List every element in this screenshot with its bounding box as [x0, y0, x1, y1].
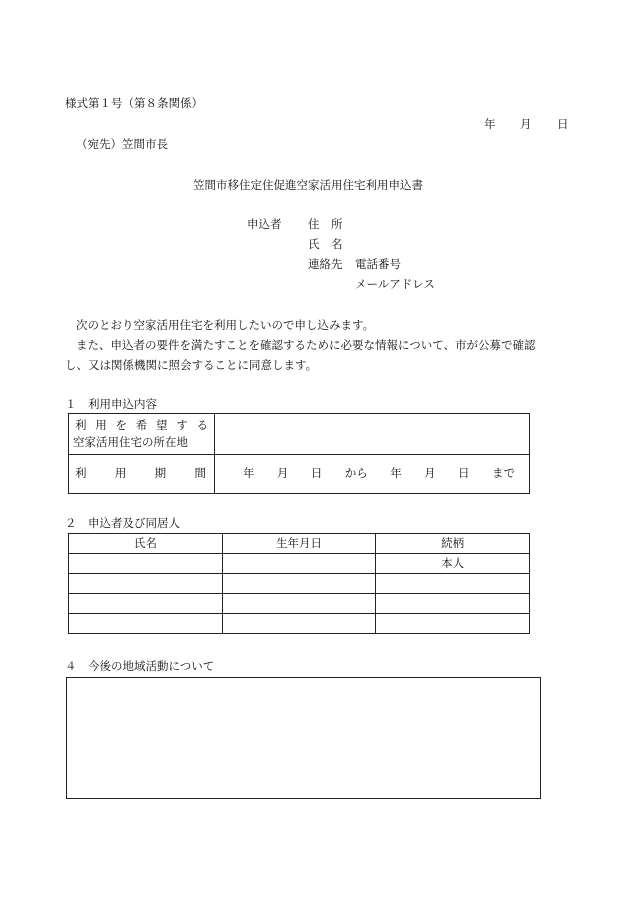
name-cell[interactable]	[69, 554, 223, 574]
birthdate-cell[interactable]	[222, 594, 376, 614]
intro-line-2b: し、又は関係機関に照会することに同意します。	[65, 358, 318, 372]
section1-heading: １ 利用申込内容	[65, 397, 157, 411]
table-row	[69, 554, 530, 574]
section4-heading: ４ 今後の地域活動について	[65, 659, 215, 673]
applicant-name-label: 氏 名	[308, 237, 343, 251]
table-row	[69, 614, 530, 634]
addressee: （宛先）笠間市長	[76, 137, 168, 151]
date-year: 年	[484, 117, 496, 131]
household-table	[68, 533, 530, 634]
table-row	[69, 574, 530, 594]
period-value-cell[interactable]: 年 月 日 から 年 月 日 まで	[215, 455, 530, 494]
applicant-address-label: 住 所	[308, 217, 343, 231]
relationship-cell[interactable]: 本人	[376, 554, 530, 574]
form-number: 様式第１号（第８条関係）	[65, 96, 203, 110]
name-cell[interactable]	[69, 594, 223, 614]
header-name: 氏名	[69, 534, 223, 554]
intro-line-1: 次のとおり空家活用住宅を利用したいので申し込みます。	[76, 318, 375, 332]
header-birthdate: 生年月日	[222, 534, 376, 554]
relationship-cell[interactable]	[376, 594, 530, 614]
birthdate-cell[interactable]	[222, 614, 376, 634]
period-label-cell: 利 用 期 間	[69, 455, 215, 494]
household-header-row	[69, 534, 530, 554]
applicant-phone-label: 電話番号	[355, 257, 401, 271]
name-cell[interactable]	[69, 574, 223, 594]
application-content-table	[68, 413, 530, 494]
name-cell[interactable]	[69, 614, 223, 634]
header-relationship: 続柄	[376, 534, 530, 554]
date-day: 日	[557, 117, 569, 131]
applicant-email-label: メールアドレス	[355, 277, 435, 291]
relationship-cell[interactable]	[376, 614, 530, 634]
applicant-contact-label: 連絡先	[308, 257, 343, 271]
birthdate-cell[interactable]	[222, 554, 376, 574]
location-value-cell[interactable]	[215, 414, 530, 455]
intro-line-2a: また、申込者の要件を満たすことを確認するために必要な情報について、市が公募で確認	[76, 338, 536, 352]
birthdate-cell[interactable]	[222, 574, 376, 594]
community-activity-box[interactable]	[66, 677, 541, 799]
date-month: 月	[520, 117, 532, 131]
location-label-cell: 利 用 を 希 望 す る 空家活用住宅の所在地	[69, 414, 215, 455]
section2-heading: ２ 申込者及び同居人	[65, 516, 180, 530]
form-title: 笠間市移住定住促進空家活用住宅利用申込書	[193, 178, 423, 192]
table-row	[69, 594, 530, 614]
applicant-label: 申込者	[247, 217, 282, 231]
relationship-cell[interactable]	[376, 574, 530, 594]
